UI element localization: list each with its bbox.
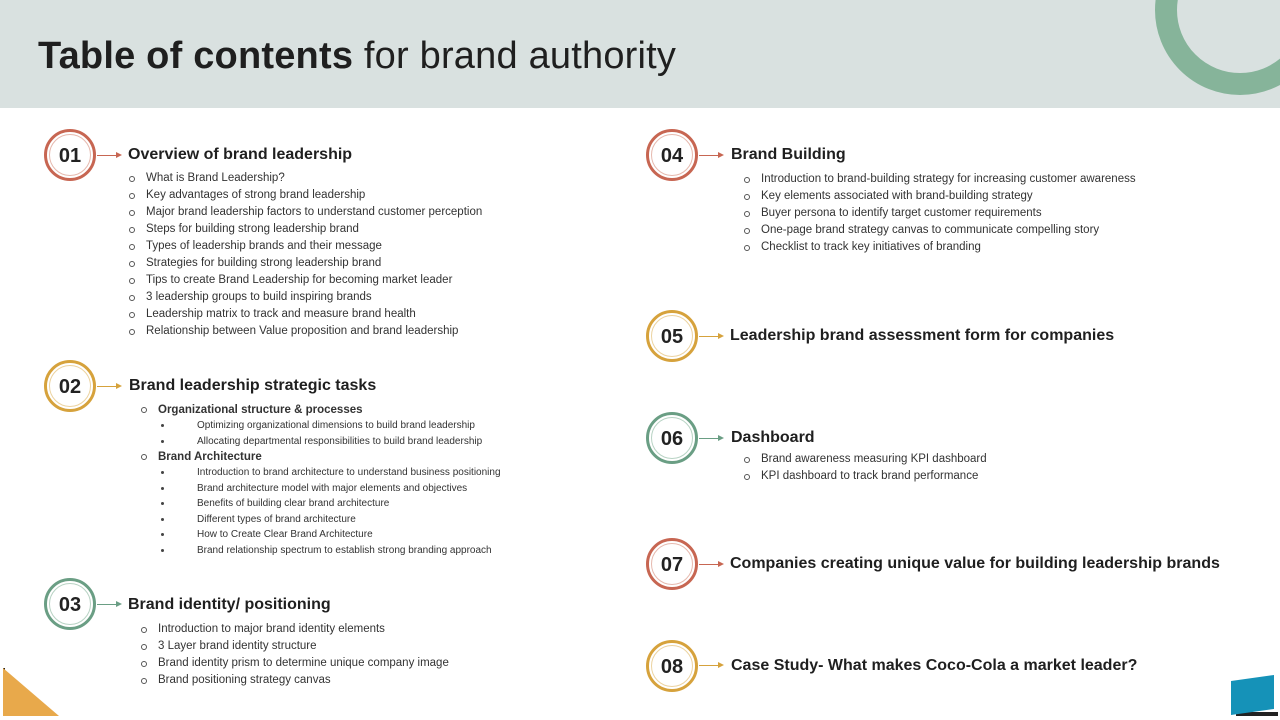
list-item[interactable]: Benefits of building clear brand architecture	[160, 496, 501, 512]
list-item[interactable]: 3 Layer brand identity structure	[140, 638, 449, 655]
list-item[interactable]: Leadership matrix to track and measure brand health	[128, 306, 482, 323]
section-item-list	[140, 621, 449, 689]
list-item[interactable]: Allocating departmental responsibilities to build brand leadership	[160, 434, 501, 450]
list-item[interactable]: KPI dashboard to track brand performance	[743, 468, 987, 485]
section-number-badge	[646, 538, 698, 590]
section-number-badge	[44, 578, 96, 630]
list-item[interactable]: 3 leadership groups to build inspiring brands	[128, 289, 482, 306]
section-number-badge	[646, 129, 698, 181]
corner-block-decoration	[1231, 675, 1274, 715]
list-item[interactable]: Strategies for building strong leadership brand	[128, 255, 482, 272]
section-number-badge	[646, 640, 698, 692]
list-item[interactable]: Steps for building strong leadership brand	[128, 221, 482, 238]
section-number: 06	[660, 428, 684, 450]
list-item[interactable]: What is Brand Leadership?	[128, 170, 482, 187]
list-item[interactable]: Optimizing organizational dimensions to build brand leadership	[160, 418, 501, 434]
list-item[interactable]: One-page brand strategy canvas to communicate compelling story	[743, 222, 1136, 239]
group-heading[interactable]: Brand Architecture	[140, 449, 501, 465]
arrow-icon	[699, 155, 719, 156]
section-number: 05	[660, 326, 684, 348]
section-number: 02	[58, 376, 82, 398]
arrow-icon	[699, 438, 719, 439]
group-heading[interactable]: Organizational structure & processes	[140, 402, 501, 418]
section-title[interactable]: Overview of brand leadership	[128, 146, 353, 163]
list-item[interactable]: Tips to create Brand Leadership for becoming market leader	[128, 272, 482, 289]
list-item[interactable]: Introduction to brand-building strategy for increasing customer awareness	[743, 171, 1136, 188]
list-item[interactable]: Key elements associated with brand-building strategy	[743, 188, 1136, 205]
section-title[interactable]: Brand Building	[731, 146, 846, 163]
header-banner	[0, 0, 1280, 108]
section-title[interactable]: Brand identity/ positioning	[128, 596, 331, 613]
section-group-list	[140, 402, 501, 558]
section-number-badge	[646, 310, 698, 362]
list-item[interactable]: Key advantages of strong brand leadership	[128, 187, 482, 204]
section-number: 08	[660, 656, 684, 678]
section-number: 01	[58, 145, 82, 167]
section-title[interactable]: Leadership brand assessment form for companies	[730, 327, 1115, 344]
list-item[interactable]: Introduction to major brand identity elements	[140, 621, 449, 638]
list-item[interactable]: Types of leadership brands and their message	[128, 238, 482, 255]
section-title[interactable]: Brand leadership strategic tasks	[129, 377, 377, 394]
section-item-list	[743, 451, 987, 485]
section-number: 07	[660, 554, 684, 576]
section-title[interactable]: Case Study- What makes Coco-Cola a market leader?	[731, 657, 1138, 674]
arrow-icon	[97, 386, 117, 387]
page-title	[38, 34, 676, 78]
list-item[interactable]: Brand positioning strategy canvas	[140, 672, 449, 689]
arrow-icon	[97, 604, 117, 605]
section-number-badge	[44, 360, 96, 412]
arrow-icon	[699, 336, 719, 337]
decorative-ring	[1155, 0, 1280, 95]
section-title[interactable]: Companies creating unique value for building leadership brands	[730, 555, 1220, 572]
arrow-icon	[699, 564, 719, 565]
list-item[interactable]: Brand identity prism to determine unique company image	[140, 655, 449, 672]
group-item-list	[160, 418, 501, 449]
arrow-icon	[699, 665, 719, 666]
list-item[interactable]: Checklist to track key initiatives of branding	[743, 239, 1136, 256]
corner-triangle-decoration	[3, 668, 59, 716]
list-item[interactable]: Relationship between Value proposition and brand leadership	[128, 323, 482, 340]
section-number: 03	[58, 594, 82, 616]
section-item-list	[743, 171, 1136, 256]
list-item[interactable]: Buyer persona to identify target customer requirements	[743, 205, 1136, 222]
list-item[interactable]: Brand relationship spectrum to establish strong branding approach	[160, 543, 501, 559]
section-number: 04	[660, 145, 684, 167]
list-item[interactable]: Introduction to brand architecture to understand business positioning	[160, 465, 501, 481]
section-title[interactable]: Dashboard	[731, 429, 815, 446]
list-item[interactable]: Brand architecture model with major elements and objectives	[160, 481, 501, 497]
title-rest: for brand authority	[353, 35, 677, 77]
group-item-list	[160, 465, 501, 558]
arrow-icon	[97, 155, 117, 156]
section-number-badge	[646, 412, 698, 464]
list-item[interactable]: Different types of brand architecture	[160, 512, 501, 528]
section-number-badge	[44, 129, 96, 181]
title-bold: Table of contents	[38, 35, 354, 77]
section-item-list	[128, 170, 482, 340]
list-item[interactable]: Major brand leadership factors to understand customer perception	[128, 204, 482, 221]
list-item[interactable]: How to Create Clear Brand Architecture	[160, 527, 501, 543]
list-item[interactable]: Brand awareness measuring KPI dashboard	[743, 451, 987, 468]
